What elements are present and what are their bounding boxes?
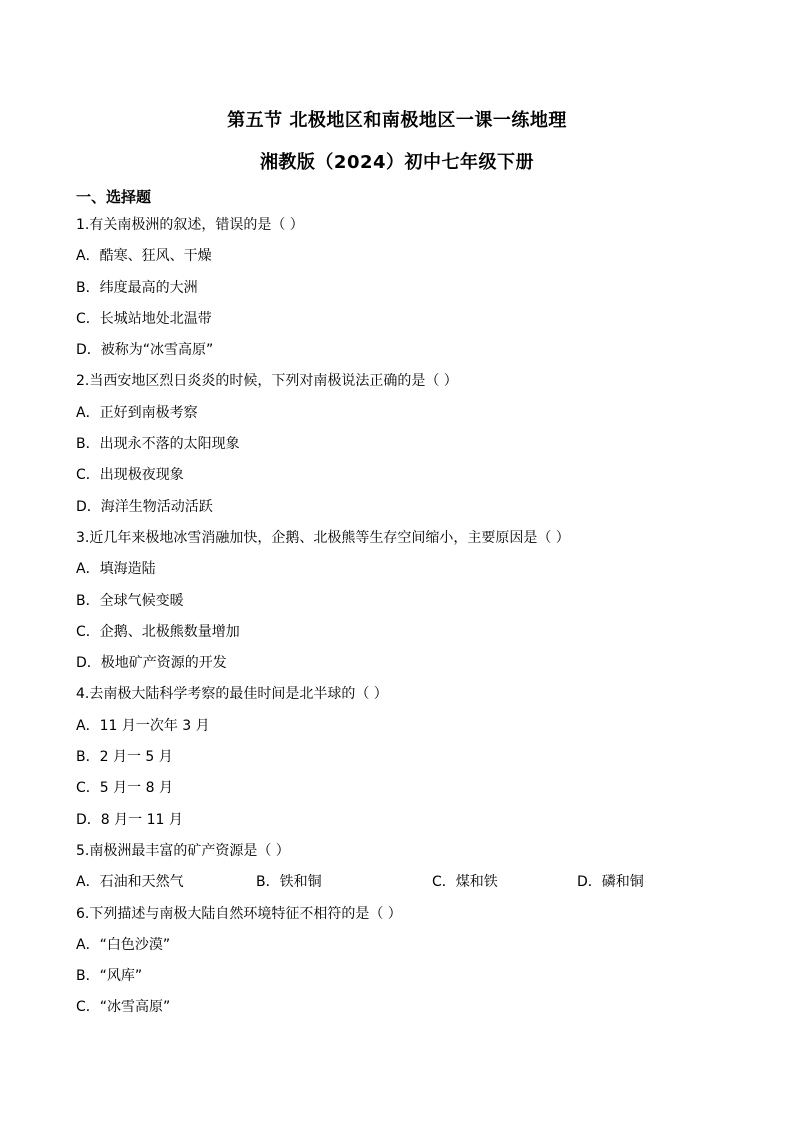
option-d: D．海洋生物活动活跃 <box>76 498 213 515</box>
question-5 <box>76 836 726 899</box>
question-6 <box>76 899 726 1024</box>
question-list <box>76 210 726 1024</box>
question-1 <box>76 210 726 366</box>
option-c: C．5 月一 8 月 <box>76 780 173 797</box>
option-row <box>76 867 726 898</box>
option-c: C．企鹅、北极熊数量增加 <box>76 623 240 640</box>
option-d: D．极地矿产资源的开发 <box>76 655 227 672</box>
option-a: A．正好到南极考察 <box>76 404 198 421</box>
option-b: B．纬度最高的大洲 <box>76 279 198 296</box>
question-stem: 3.近几年来极地冰雪消融加快，企鹅、北极熊等生存空间缩小，主要原因是（ ） <box>76 529 570 546</box>
section-heading: 一、选择题 <box>76 188 152 206</box>
title-line-2: 湘教版（2024）初中七年级下册 <box>259 152 535 173</box>
question-stem: 1.有关南极洲的叙述，错误的是（ ） <box>76 217 304 233</box>
option-b: B．铁和铜 <box>256 874 322 891</box>
option-a: A．“白色沙漠” <box>76 936 171 953</box>
option-b: B．全球气候变暖 <box>76 592 184 609</box>
option-a: A．酷寒、狂风、干燥 <box>76 248 212 265</box>
option-a: A．石油和天然气 <box>76 874 184 891</box>
option-a: A．11 月一次年 3 月 <box>76 717 210 734</box>
question-2 <box>76 366 726 522</box>
question-stem: 5.南极洲最丰富的矿产资源是（ ） <box>76 842 290 859</box>
option-d: D．被称为“冰雪高原” <box>76 342 214 359</box>
option-c: C．出现极夜现象 <box>76 467 184 484</box>
option-a: A．填海造陆 <box>76 561 156 578</box>
option-b: B．2 月一 5 月 <box>76 749 173 766</box>
option-d: D．8 月一 11 月 <box>76 811 183 828</box>
question-stem: 4.去南极大陆科学考察的最佳时间是北半球的（ ） <box>76 686 388 703</box>
title-line-1: 第五节 北极地区和南极地区一课一练地理 <box>227 110 567 131</box>
option-c: C．长城站地处北温带 <box>76 310 212 327</box>
option-d: D．磷和铜 <box>577 874 644 891</box>
option-c: C．煤和铁 <box>432 874 498 891</box>
question-3 <box>76 523 726 679</box>
option-c: C．“冰雪高原” <box>76 999 171 1016</box>
question-4 <box>76 679 726 835</box>
option-b: B．出现永不落的太阳现象 <box>76 436 240 453</box>
option-b: B．“风库” <box>76 968 143 985</box>
question-stem: 6.下列描述与南极大陆自然环境特征不相符的是（ ） <box>76 905 402 922</box>
question-stem: 2.当西安地区烈日炎炎的时候，下列对南极说法正确的是（ ） <box>76 373 458 390</box>
